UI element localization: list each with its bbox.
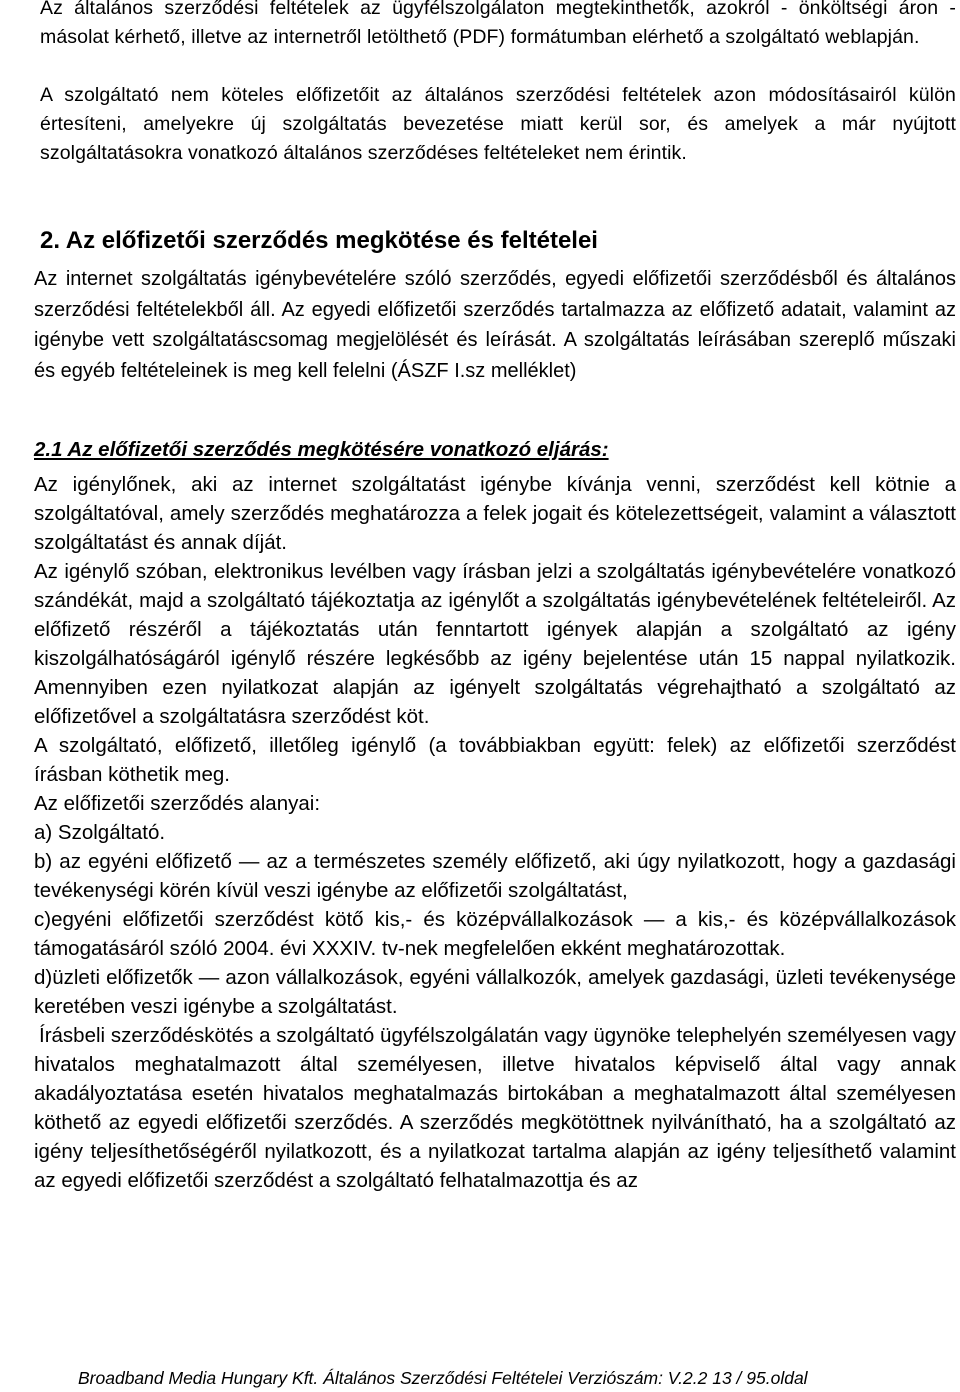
list-item: a) Szolgáltató. bbox=[34, 821, 166, 844]
list-intro: Az előfizetői szerződés alanyai: bbox=[34, 792, 321, 815]
section-2-1-body bbox=[34, 470, 956, 1195]
intro-paragraph-2 bbox=[40, 81, 956, 168]
section-2-1-heading: 2.1 Az előfizetői szerződés megkötésére vonatkozó eljárás: bbox=[34, 438, 609, 461]
intro-paragraph-1 bbox=[40, 0, 956, 52]
section-2-body: Az internet szolgáltatás igénybevételére szóló szerződés, egyedi előfizetői szerződésből és általános szerződési feltételekből áll. Az egyedi előfizetői szerződés tartalmazza az előfizető adatait, valamint az igénybe vett szolgáltatáscsomag megjelölését és leírását. A szolgáltatás leírásában szereplő műszaki és egyéb feltételeinek is meg kell felelni (ÁSZF I.sz melléklet) bbox=[34, 268, 956, 382]
intro-text-2: A szolgáltató nem köteles előfizetőit az általános szerződési feltételek azon módosításairól külön értesíteni, amelyekre új szolgáltatás bevezetése miatt kerül sor, és amelyek a már nyújtott szolgáltatásokra vonatkozó általános szerződéses feltételeket nem érintik. bbox=[40, 84, 956, 164]
list-item: c)egyéni előfizetői szerződést kötő kis,- és középvállalkozások — a kis,- és középvállalkozások támogatásáról szóló 2004. évi XXXIV. tv-nek megfelelően ekként meghatározottak. bbox=[34, 908, 956, 960]
section-2-heading: 2. Az előfizetői szerződés megkötése és feltételei bbox=[40, 227, 598, 254]
paragraph: Az igénylő szóban, elektronikus levélben vagy írásban jelzi a szolgáltatás igénybevételére vonatkozó szándékát, majd a szolgáltató tájékoztatja az igénylőt a szolgáltatás igénybevételének feltételeiről. Az előfizető részéről a tájékoztatás után fenntartott igények alapján a szolgáltató az igény kiszolgálhatóságáról igénylő részére legkésőbb az igény bejelentése után 15 nappal nyilatkozik. Amennyiben ezen nyilatkozat alapján az igényelt szolgáltatás végrehajtható a szolgáltató az előfizetővel a szolgáltatásra szerződést köt. bbox=[34, 560, 956, 728]
intro-text-1: Az általános szerződési feltételek az ügyfélszolgálaton megtekinthetők, azokról - önköltségi áron - másolat kérhető, illetve az internetről letölthető (PDF) formátumban elérhető a szolgáltató weblapján. bbox=[40, 0, 956, 48]
list-item: d)üzleti előfizetők — azon vállalkozások, egyéni vállalkozók, amelyek gazdasági, üzleti tevékenysége keretében veszi igénybe a szolgáltatást. bbox=[34, 966, 956, 1018]
paragraph: Az igénylőnek, aki az internet szolgáltatást igénybe kívánja venni, szerződést kell kötnie a szolgáltatóval, amely szerződés meghatározza a felek jogait és kötelezettségeit, valamint a választott szolgáltatást és annak díját. bbox=[34, 473, 956, 554]
paragraph: A szolgáltató, előfizető, illetőleg igénylő (a továbbiakban együtt: felek) az előfizetői szerződést írásban köthetik meg. bbox=[34, 734, 956, 786]
paragraph: Írásbeli szerződéskötés a szolgáltató ügyfélszolgálatán vagy ügynöke telephelyén személyesen vagy hivatalos meghatalmazott által személyesen, illetve hivatalos képviselő által vagy annak akadályoztatása esetén hivatalos meghatalmazás birtokában a meghatalmazott által személyesen köthető az egyedi előfizetői szerződés. A szerződés megkötöttnek nyilvánítható, ha a szolgáltató az igény teljesíthetőségéről nyilatkozott, és a nyilatkozat tartalma alapján az igény teljesíthető valamint az egyedi előfizetői szerződést a szolgáltató felhatalmazottja és az bbox=[34, 1024, 956, 1192]
page-footer: Broadband Media Hungary Kft. Általános Szerződési Feltételei Verziószám: V.2.2 13 / 95.oldal bbox=[78, 1368, 808, 1388]
list-item: b) az egyéni előfizető — az a természetes személy előfizető, aki úgy nyilatkozott, hogy a gazdasági tevékenységi körén kívül veszi igénybe az előfizetői szolgáltatást, bbox=[34, 850, 956, 902]
